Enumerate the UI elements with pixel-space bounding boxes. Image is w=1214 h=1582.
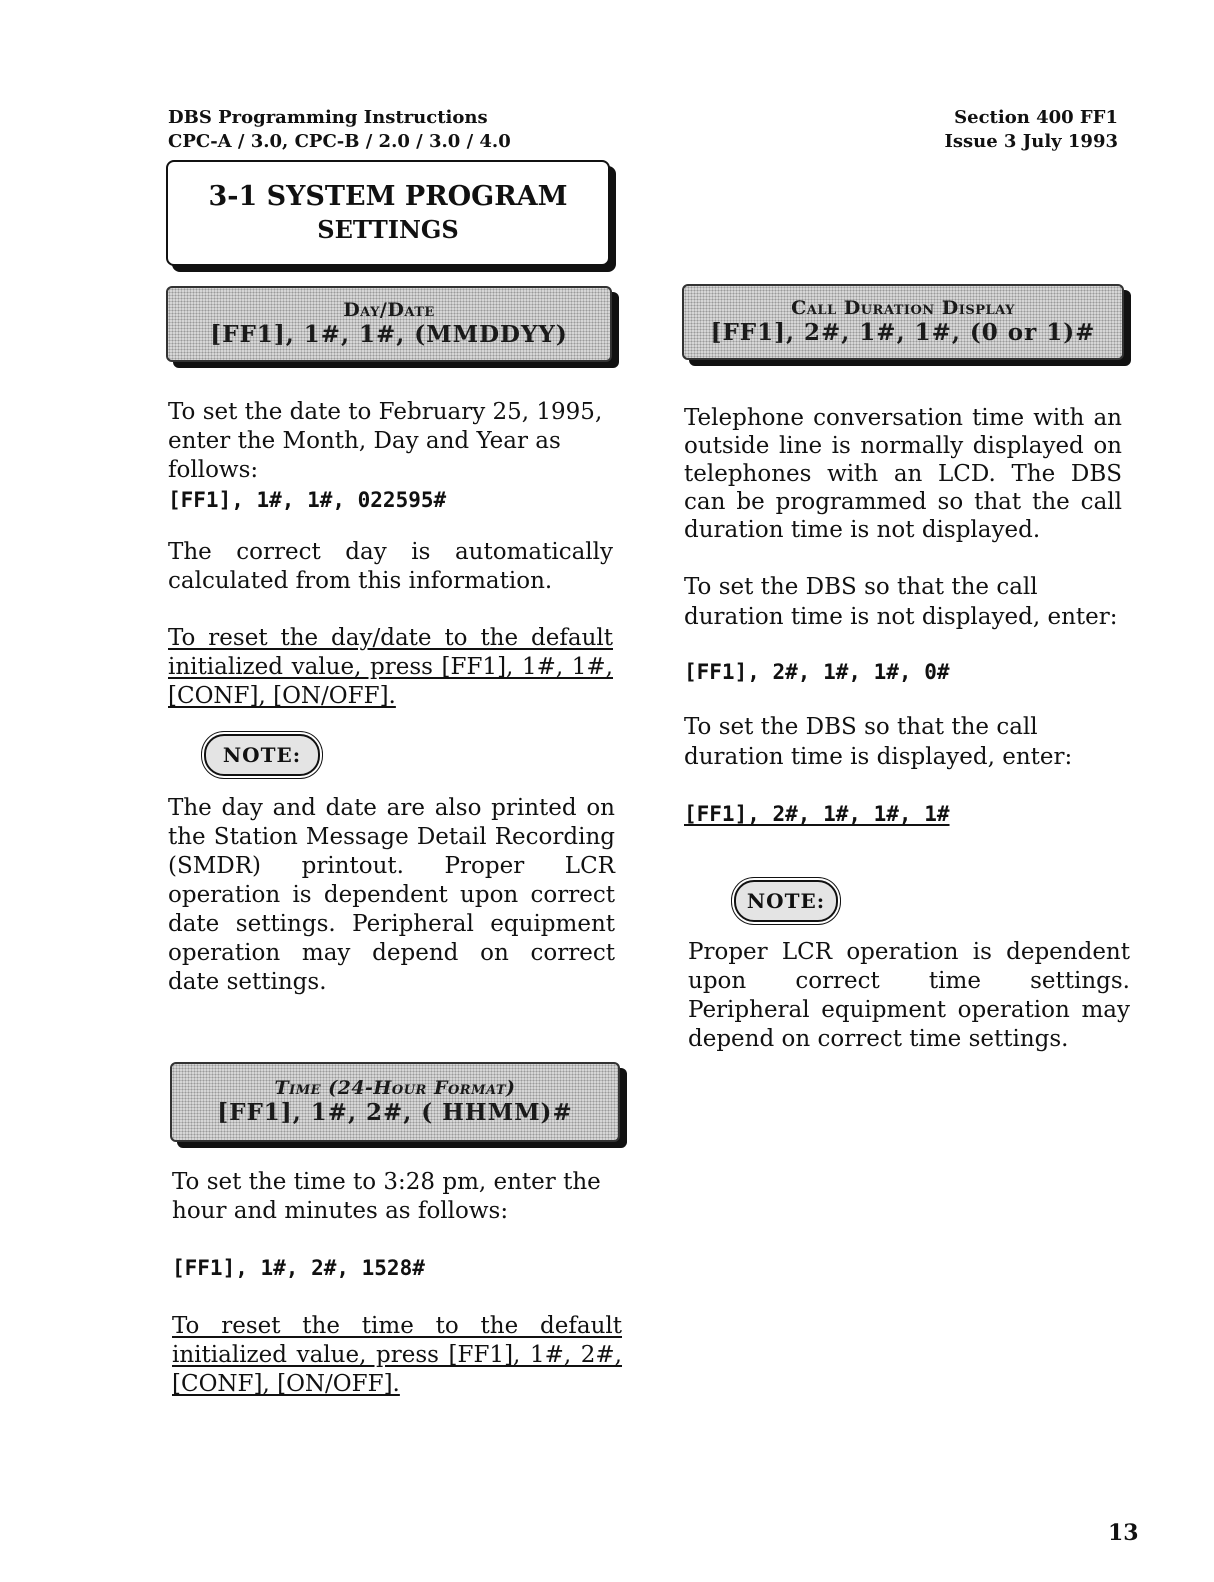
day-date-calc: The correct day is automatically calculated from this information. xyxy=(168,539,613,594)
section-label: Section 400 FF1 xyxy=(954,107,1118,128)
section-title-line2: SETTINGS xyxy=(317,215,459,244)
call-duration-note-text: Proper LCR operation is dependent upon correct time settings. Peripheral equipment operation may depend on correct time settings. xyxy=(688,939,1130,1052)
header-left xyxy=(168,106,628,154)
call-duration-box-title: Call Duration Display xyxy=(791,297,1015,319)
call-duration-on-instruction: To set the DBS so that the call duration time is displayed, enter: xyxy=(684,714,1073,770)
day-date-example: [FF1], 1#, 1#, 022595# xyxy=(168,488,447,512)
header-right xyxy=(860,106,1118,154)
section-title-line1: 3-1 SYSTEM PROGRAM xyxy=(208,181,568,212)
call-duration-off-example: [FF1], 2#, 1#, 1#, 0# xyxy=(684,660,950,684)
day-date-intro: To set the date to February 25, 1995, enter the Month, Day and Year as follows: xyxy=(168,399,603,483)
doc-versions: CPC-A / 3.0, CPC-B / 2.0 / 3.0 / 4.0 xyxy=(168,131,511,152)
call-duration-note-badge xyxy=(734,880,838,922)
note-label: NOTE: xyxy=(746,889,826,913)
time-box-command: [FF1], 1#, 2#, ( HHMM)# xyxy=(217,1099,573,1126)
section-title-box xyxy=(166,160,610,266)
day-date-command-box xyxy=(166,286,612,362)
day-date-box-command: [FF1], 1#, 1#, (MMDDYY) xyxy=(210,321,568,348)
day-date-note-text: The day and date are also printed on the Station Message Detail Recording (SMDR) printout. Proper LCR operation is dependent upon correct date settings. Peripheral equipment operation may depend on correct date settings. xyxy=(168,795,615,995)
day-date-reset: To reset the day/date to the default initialized value, press [FF1], 1#, 1#, [CONF], [ON/OFF]. xyxy=(168,625,613,709)
time-command-box xyxy=(170,1062,620,1142)
issue-date: Issue 3 July 1993 xyxy=(944,131,1118,152)
call-duration-on-example: [FF1], 2#, 1#, 1#, 1# xyxy=(684,802,950,826)
call-duration-intro: Telephone conversation time with an outside line is normally displayed on telephones with an LCD. The DBS can be programmed so that the call duration time is not displayed. xyxy=(684,405,1122,543)
call-duration-command-box xyxy=(682,284,1124,360)
time-box-title: Time (24-Hour Format) xyxy=(274,1077,516,1099)
call-duration-off-instruction: To set the DBS so that the call duration time is not displayed, enter: xyxy=(684,574,1118,630)
day-date-note-badge xyxy=(204,734,320,776)
day-date-box-title: Day/Date xyxy=(343,299,435,321)
call-duration-box-command: [FF1], 2#, 1#, 1#, (0 or 1)# xyxy=(710,319,1096,346)
doc-title: DBS Programming Instructions xyxy=(168,107,488,128)
time-intro: To set the time to 3:28 pm, enter the hour and minutes as follows: xyxy=(172,1169,601,1224)
time-reset: To reset the time to the default initialized value, press [FF1], 1#, 2#, [CONF], [ON/OFF]. xyxy=(172,1313,622,1397)
note-label: NOTE: xyxy=(222,743,302,767)
time-example: [FF1], 1#, 2#, 1528# xyxy=(172,1256,425,1280)
page-number: 13 xyxy=(1108,1520,1139,1546)
